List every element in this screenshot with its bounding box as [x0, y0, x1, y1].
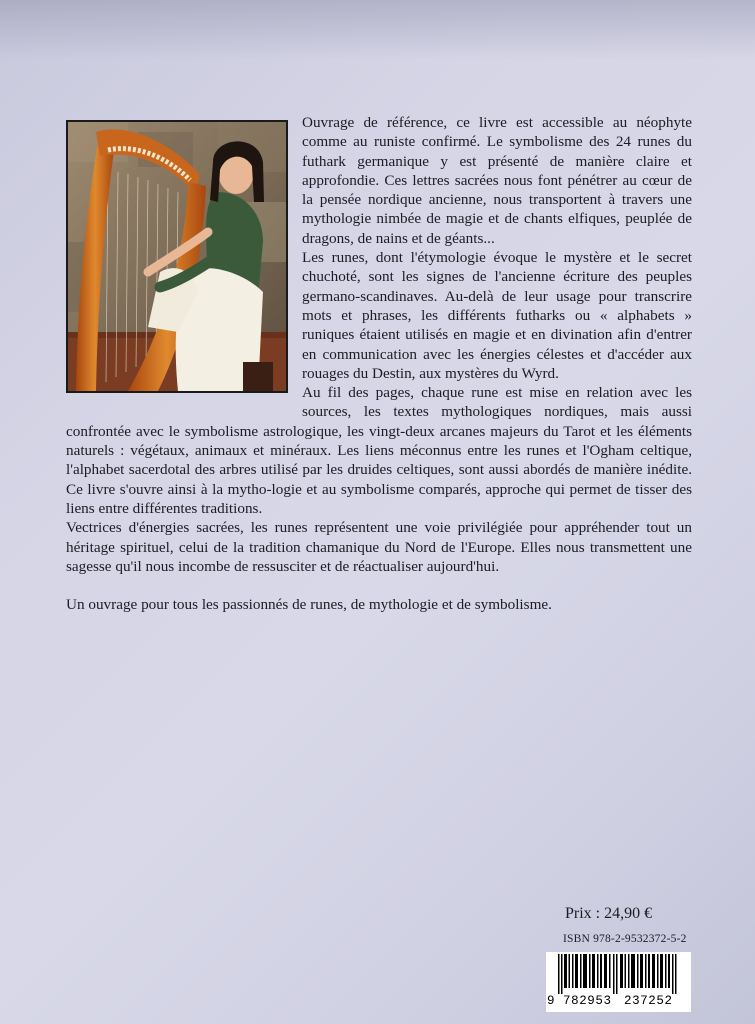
photo-spacer [66, 113, 302, 403]
barcode-bars [558, 954, 680, 994]
barcode [546, 952, 691, 1012]
barcode-digits-left: 782953 [563, 994, 612, 1008]
isbn-label: ISBN 978-2-9532372-5-2 [563, 933, 687, 945]
paragraph-intro: Ouvrage de référence, ce livre est accessible au néophyte comme au runiste confirmé. Le symbolisme des 24 runes du futhark germanique y est présenté de manière claire et approfondie. Ces lettres sacrées nous font pénétrer au cœur de la pensée nordique ancienne, nous transportent à travers une mythologie nimbée de magie et de chants elfiques, peuplée de dragons, de nains et de géants... [302, 114, 692, 247]
barcode-digits-right: 237252 [624, 994, 673, 1008]
price-label: Prix : 24,90 € [565, 905, 653, 922]
paragraph-sources: Au fil des pages, chaque rune est mise en relation avec les sources, les textes mythologiques nordiques, mais aussi confrontée avec le symbolisme astrologique, les vingt-deux arcanes majeurs du Tarot et les éléments naturels : végétaux, animaux et minéraux. Les liens méconnus entre les runes et l'Ogham celtique, l'alphabet sacerdotal des arbres utilisé par les druides celtiques, sont aussi abordés de manière inédite. Ce livre s'ouvre ainsi à la mytho-logie et au symbolisme comparés, approche qui permet de tisser des liens entre différentes traditions. [66, 384, 692, 517]
barcode-digit-first: 9 [547, 994, 555, 1008]
paragraph-heritage: Vectrices d'énergies sacrées, les runes représentent une voie privilégiée pour appréhender tout un héritage spirituel, celui de la tradition chamanique du Nord de l'Europe. Elles nous transmettent une sagesse qu'il nous incombe de ressusciter et de réactualiser aujourd'hui. [66, 519, 692, 575]
description-text [66, 113, 692, 614]
top-shadow [0, 0, 755, 60]
closing-line: Un ouvrage pour tous les passionnés de runes, de mythologie et de symbolisme. [66, 596, 552, 614]
barcode-digits [546, 992, 691, 1010]
paragraph-etymology: Les runes, dont l'étymologie évoque le mystère et le secret chuchoté, sont les signes de l'ancienne écriture des peuples germano-scandinaves. Au-delà de leur usage pour transcrire mots et phrases, les différents futharks ou « alphabets » runiques étaient utilisés en magie et en divination afin d'entrer en communication avec les énergies célestes et d'accéder aux rouages du Destin, aux mystères du Wyrd. [302, 249, 692, 382]
